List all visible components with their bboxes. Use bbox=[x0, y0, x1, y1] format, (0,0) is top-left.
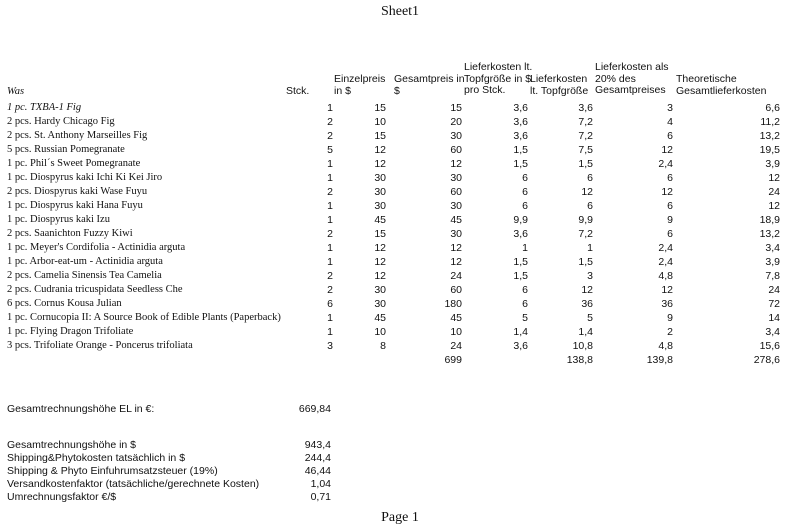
cell-lieferkosten-topf: 3,6 bbox=[578, 102, 593, 114]
cell-einzelpreis: 8 bbox=[380, 340, 386, 352]
cell-lieferkosten-topf: 9,9 bbox=[578, 214, 593, 226]
cell-stck: 1 bbox=[327, 242, 333, 254]
header-gesamtpreis: Gesamtpreis in $ bbox=[394, 73, 465, 97]
cell-lieferkosten-20: 4,8 bbox=[658, 270, 673, 282]
cell-lieferkosten-stck: 3,6 bbox=[513, 130, 528, 142]
summary-label: Gesamtrechnungshöhe in $ bbox=[7, 439, 136, 451]
header-lieferkosten-topf: Lieferkosten lt. Topfgröße bbox=[530, 73, 589, 97]
cell-gesamtpreis: 12 bbox=[450, 158, 462, 170]
cell-gesamtpreis: 30 bbox=[450, 200, 462, 212]
cell-theoretische: 19,5 bbox=[759, 144, 780, 156]
cell-lieferkosten-stck: 3,6 bbox=[513, 116, 528, 128]
cell-theoretische: 15,6 bbox=[759, 340, 780, 352]
cell-theoretische: 6,6 bbox=[765, 102, 780, 114]
cell-lieferkosten-20: 12 bbox=[661, 144, 673, 156]
header-stck: Stck. bbox=[286, 85, 310, 97]
summary-value: 244,4 bbox=[304, 452, 331, 464]
table-row bbox=[0, 283, 800, 297]
cell-lieferkosten-topf: 1 bbox=[587, 242, 593, 254]
summary-el-label: Gesamtrechnungshöhe EL in €: bbox=[7, 403, 155, 415]
cell-lieferkosten-stck: 3,6 bbox=[513, 228, 528, 240]
cell-lieferkosten-topf: 12 bbox=[581, 284, 593, 296]
summary-label: Versandkostenfaktor (tatsächliche/gerechnete Kosten) bbox=[7, 478, 260, 490]
cell-theoretische: 13,2 bbox=[759, 130, 780, 142]
cell-einzelpreis: 15 bbox=[374, 102, 386, 114]
cell-lieferkosten-stck: 5 bbox=[522, 312, 528, 324]
cell-gesamtpreis: 30 bbox=[450, 172, 462, 184]
cell-was: 2 pcs. Cudrania tricuspidata Seedless Che bbox=[7, 284, 183, 295]
cell-lieferkosten-20: 12 bbox=[661, 186, 673, 198]
cell-theoretische: 24 bbox=[768, 284, 780, 296]
cell-lieferkosten-topf: 6 bbox=[587, 172, 593, 184]
cell-theoretische: 72 bbox=[768, 298, 780, 310]
cell-lieferkosten-stck: 1,5 bbox=[513, 270, 528, 282]
cell-lieferkosten-20: 4 bbox=[667, 116, 673, 128]
cell-was: 5 pcs. Russian Pomegranate bbox=[7, 144, 125, 155]
table-row bbox=[0, 227, 800, 241]
cell-gesamtpreis: 45 bbox=[450, 214, 462, 226]
summary-value: 943,4 bbox=[304, 439, 331, 451]
cell-stck: 1 bbox=[327, 172, 333, 184]
cell-lieferkosten-topf: 7,5 bbox=[578, 144, 593, 156]
summary-value: 1,04 bbox=[310, 478, 331, 490]
cell-gesamtpreis: 24 bbox=[450, 270, 462, 282]
cell-einzelpreis: 30 bbox=[374, 298, 386, 310]
cell-gesamtpreis: 60 bbox=[450, 186, 462, 198]
cell-lieferkosten-stck: 1,5 bbox=[513, 158, 528, 170]
cell-stck: 1 bbox=[327, 312, 333, 324]
cell-theoretische: 18,9 bbox=[759, 214, 780, 226]
cell-stck: 3 bbox=[327, 340, 333, 352]
table-row bbox=[0, 241, 800, 255]
cell-lieferkosten-topf: 36 bbox=[581, 298, 593, 310]
cell-lieferkosten-stck: 6 bbox=[522, 298, 528, 310]
cell-einzelpreis: 10 bbox=[374, 326, 386, 338]
cell-stck: 1 bbox=[327, 326, 333, 338]
cell-lieferkosten-20: 6 bbox=[667, 228, 673, 240]
total-lieferkosten-20: 139,8 bbox=[646, 354, 673, 366]
table-row bbox=[0, 325, 800, 339]
table-row bbox=[0, 311, 800, 325]
cell-lieferkosten-stck: 1,4 bbox=[513, 326, 528, 338]
table-row bbox=[0, 339, 800, 353]
cell-einzelpreis: 12 bbox=[374, 144, 386, 156]
cell-lieferkosten-20: 6 bbox=[667, 130, 673, 142]
cell-lieferkosten-stck: 9,9 bbox=[513, 214, 528, 226]
cell-lieferkosten-20: 4,8 bbox=[658, 340, 673, 352]
cell-gesamtpreis: 45 bbox=[450, 312, 462, 324]
cell-stck: 1 bbox=[327, 200, 333, 212]
cell-lieferkosten-stck: 6 bbox=[522, 172, 528, 184]
cell-lieferkosten-topf: 7,2 bbox=[578, 130, 593, 142]
summary-value: 46,44 bbox=[304, 465, 331, 477]
table-row bbox=[0, 143, 800, 157]
cell-was: 1 pc. Diospyrus kaki Ichi Ki Kei Jiro bbox=[7, 172, 163, 183]
cell-stck: 1 bbox=[327, 256, 333, 268]
cell-was: 6 pcs. Cornus Kousa Julian bbox=[7, 298, 122, 309]
cell-was: 1 pc. Phil´s Sweet Pomegranate bbox=[7, 158, 141, 169]
cell-was: 2 pcs. Diospyrus kaki Wase Fuyu bbox=[7, 186, 148, 197]
cell-einzelpreis: 30 bbox=[374, 284, 386, 296]
cell-gesamtpreis: 10 bbox=[450, 326, 462, 338]
cell-theoretische: 7,8 bbox=[765, 270, 780, 282]
table-row bbox=[0, 157, 800, 171]
cell-gesamtpreis: 30 bbox=[450, 130, 462, 142]
cell-was: 1 pc. Cornucopia II: A Source Book of Edible Plants (Paperback) bbox=[7, 312, 281, 323]
cell-lieferkosten-stck: 6 bbox=[522, 284, 528, 296]
cell-lieferkosten-stck: 1,5 bbox=[513, 256, 528, 268]
cell-stck: 2 bbox=[327, 130, 333, 142]
cell-lieferkosten-20: 2,4 bbox=[658, 256, 673, 268]
cell-lieferkosten-stck: 3,6 bbox=[513, 102, 528, 114]
cell-lieferkosten-20: 2,4 bbox=[658, 242, 673, 254]
cell-was: 2 pcs. St. Anthony Marseilles Fig bbox=[7, 130, 148, 141]
cell-theoretische: 12 bbox=[768, 200, 780, 212]
cell-lieferkosten-stck: 1,5 bbox=[513, 144, 528, 156]
table-row bbox=[0, 185, 800, 199]
cell-lieferkosten-20: 12 bbox=[661, 284, 673, 296]
table-row bbox=[0, 297, 800, 311]
cell-einzelpreis: 15 bbox=[374, 228, 386, 240]
cell-einzelpreis: 12 bbox=[374, 256, 386, 268]
cell-stck: 2 bbox=[327, 284, 333, 296]
table-row bbox=[0, 129, 800, 143]
cell-gesamtpreis: 180 bbox=[444, 298, 462, 310]
table-row bbox=[0, 171, 800, 185]
cell-gesamtpreis: 20 bbox=[450, 116, 462, 128]
cell-theoretische: 3,9 bbox=[765, 256, 780, 268]
cell-lieferkosten-topf: 6 bbox=[587, 200, 593, 212]
total-theoretische: 278,6 bbox=[753, 354, 780, 366]
cell-theoretische: 14 bbox=[768, 312, 780, 324]
cell-stck: 5 bbox=[327, 144, 333, 156]
cell-lieferkosten-20: 2,4 bbox=[658, 158, 673, 170]
header-einzelpreis: Einzelpreis in $ bbox=[334, 73, 386, 97]
cell-lieferkosten-20: 6 bbox=[667, 200, 673, 212]
cell-lieferkosten-20: 36 bbox=[661, 298, 673, 310]
cell-lieferkosten-20: 6 bbox=[667, 172, 673, 184]
cell-theoretische: 24 bbox=[768, 186, 780, 198]
cell-theoretische: 12 bbox=[768, 172, 780, 184]
summary-label: Shipping&Phytokosten tatsächlich in $ bbox=[7, 452, 186, 464]
cell-lieferkosten-stck: 3,6 bbox=[513, 340, 528, 352]
cell-einzelpreis: 30 bbox=[374, 172, 386, 184]
table-row bbox=[0, 269, 800, 283]
cell-stck: 6 bbox=[327, 298, 333, 310]
summary-el-value: 669,84 bbox=[298, 403, 331, 415]
cell-gesamtpreis: 15 bbox=[450, 102, 462, 114]
cell-einzelpreis: 45 bbox=[374, 214, 386, 226]
cell-gesamtpreis: 30 bbox=[450, 228, 462, 240]
table-row bbox=[0, 255, 800, 269]
cell-einzelpreis: 12 bbox=[374, 270, 386, 282]
cell-lieferkosten-20: 3 bbox=[667, 102, 673, 114]
cell-lieferkosten-20: 9 bbox=[667, 312, 673, 324]
cell-lieferkosten-stck: 6 bbox=[522, 186, 528, 198]
cell-gesamtpreis: 24 bbox=[450, 340, 462, 352]
cell-was: 3 pcs. Trifoliate Orange - Poncerus trifoliata bbox=[7, 340, 193, 351]
cell-lieferkosten-20: 9 bbox=[667, 214, 673, 226]
totals-row bbox=[0, 353, 800, 367]
header-theoretische: Theoretische Gesamtlieferkosten bbox=[676, 73, 767, 97]
sheet-title: Sheet1 bbox=[380, 4, 420, 19]
cell-was: 1 pc. Meyer's Cordifolia - Actinidia arguta bbox=[7, 242, 186, 253]
cell-lieferkosten-topf: 3 bbox=[587, 270, 593, 282]
cell-gesamtpreis: 12 bbox=[450, 242, 462, 254]
header-lieferkosten-20: Lieferkosten als 20% des Gesamtpreises bbox=[595, 61, 669, 96]
cell-lieferkosten-topf: 7,2 bbox=[578, 116, 593, 128]
summary-label: Shipping & Phyto Einfuhrumsatzsteuer (19%) bbox=[7, 465, 218, 477]
table-row bbox=[0, 101, 800, 115]
cell-einzelpreis: 10 bbox=[374, 116, 386, 128]
cell-theoretische: 3,4 bbox=[765, 242, 780, 254]
cell-theoretische: 13,2 bbox=[759, 228, 780, 240]
cell-lieferkosten-stck: 6 bbox=[522, 200, 528, 212]
cell-lieferkosten-topf: 5 bbox=[587, 312, 593, 324]
cell-lieferkosten-topf: 7,2 bbox=[578, 228, 593, 240]
cell-einzelpreis: 12 bbox=[374, 242, 386, 254]
cell-was: 2 pcs. Saanichton Fuzzy Kiwi bbox=[7, 228, 133, 239]
cell-stck: 1 bbox=[327, 158, 333, 170]
total-lieferkosten-topf: 138,8 bbox=[566, 354, 593, 366]
cell-lieferkosten-topf: 1,5 bbox=[578, 256, 593, 268]
cell-einzelpreis: 12 bbox=[374, 158, 386, 170]
cell-stck: 2 bbox=[327, 270, 333, 282]
cell-einzelpreis: 30 bbox=[374, 200, 386, 212]
cell-stck: 2 bbox=[327, 186, 333, 198]
cell-einzelpreis: 15 bbox=[374, 130, 386, 142]
header-was: Was bbox=[7, 86, 25, 97]
cell-einzelpreis: 30 bbox=[374, 186, 386, 198]
cell-theoretische: 11,2 bbox=[760, 116, 780, 128]
cell-theoretische: 3,4 bbox=[765, 326, 780, 338]
cell-lieferkosten-topf: 1,5 bbox=[578, 158, 593, 170]
cell-was: 2 pcs. Hardy Chicago Fig bbox=[7, 116, 115, 127]
summary-value: 0,71 bbox=[310, 491, 331, 503]
table-row bbox=[0, 199, 800, 213]
cell-stck: 2 bbox=[327, 116, 333, 128]
cell-lieferkosten-stck: 1 bbox=[522, 242, 528, 254]
cell-einzelpreis: 45 bbox=[374, 312, 386, 324]
cell-lieferkosten-topf: 10,8 bbox=[572, 340, 593, 352]
cell-lieferkosten-topf: 1,4 bbox=[578, 326, 593, 338]
summary-label: Umrechnungsfaktor €/$ bbox=[7, 491, 117, 503]
cell-stck: 2 bbox=[327, 228, 333, 240]
cell-was: 2 pcs. Camelia Sinensis Tea Camelia bbox=[7, 270, 162, 281]
cell-was: 1 pc. Diospyrus kaki Hana Fuyu bbox=[7, 200, 143, 211]
cell-lieferkosten-20: 2 bbox=[667, 326, 673, 338]
cell-theoretische: 3,9 bbox=[765, 158, 780, 170]
cell-was: 1 pc. Flying Dragon Trifoliate bbox=[7, 326, 134, 337]
header-lieferkosten-stck: Lieferkosten lt. Topfgröße in $ pro Stck. bbox=[464, 61, 533, 96]
cell-was: 1 pc. Arbor-eat-um - Actinidia arguta bbox=[7, 256, 163, 267]
cell-was: 1 pc. TXBA-1 Fig bbox=[7, 102, 82, 113]
cell-stck: 1 bbox=[327, 102, 333, 114]
cell-gesamtpreis: 60 bbox=[450, 144, 462, 156]
total-gesamtpreis: 699 bbox=[444, 354, 462, 366]
table-row bbox=[0, 213, 800, 227]
cell-was: 1 pc. Diospyrus kaki Izu bbox=[7, 214, 110, 225]
cell-lieferkosten-topf: 12 bbox=[581, 186, 593, 198]
cell-gesamtpreis: 60 bbox=[450, 284, 462, 296]
page-footer: Page 1 bbox=[381, 510, 419, 525]
table-row bbox=[0, 115, 800, 129]
cell-stck: 1 bbox=[327, 214, 333, 226]
cell-gesamtpreis: 12 bbox=[450, 256, 462, 268]
